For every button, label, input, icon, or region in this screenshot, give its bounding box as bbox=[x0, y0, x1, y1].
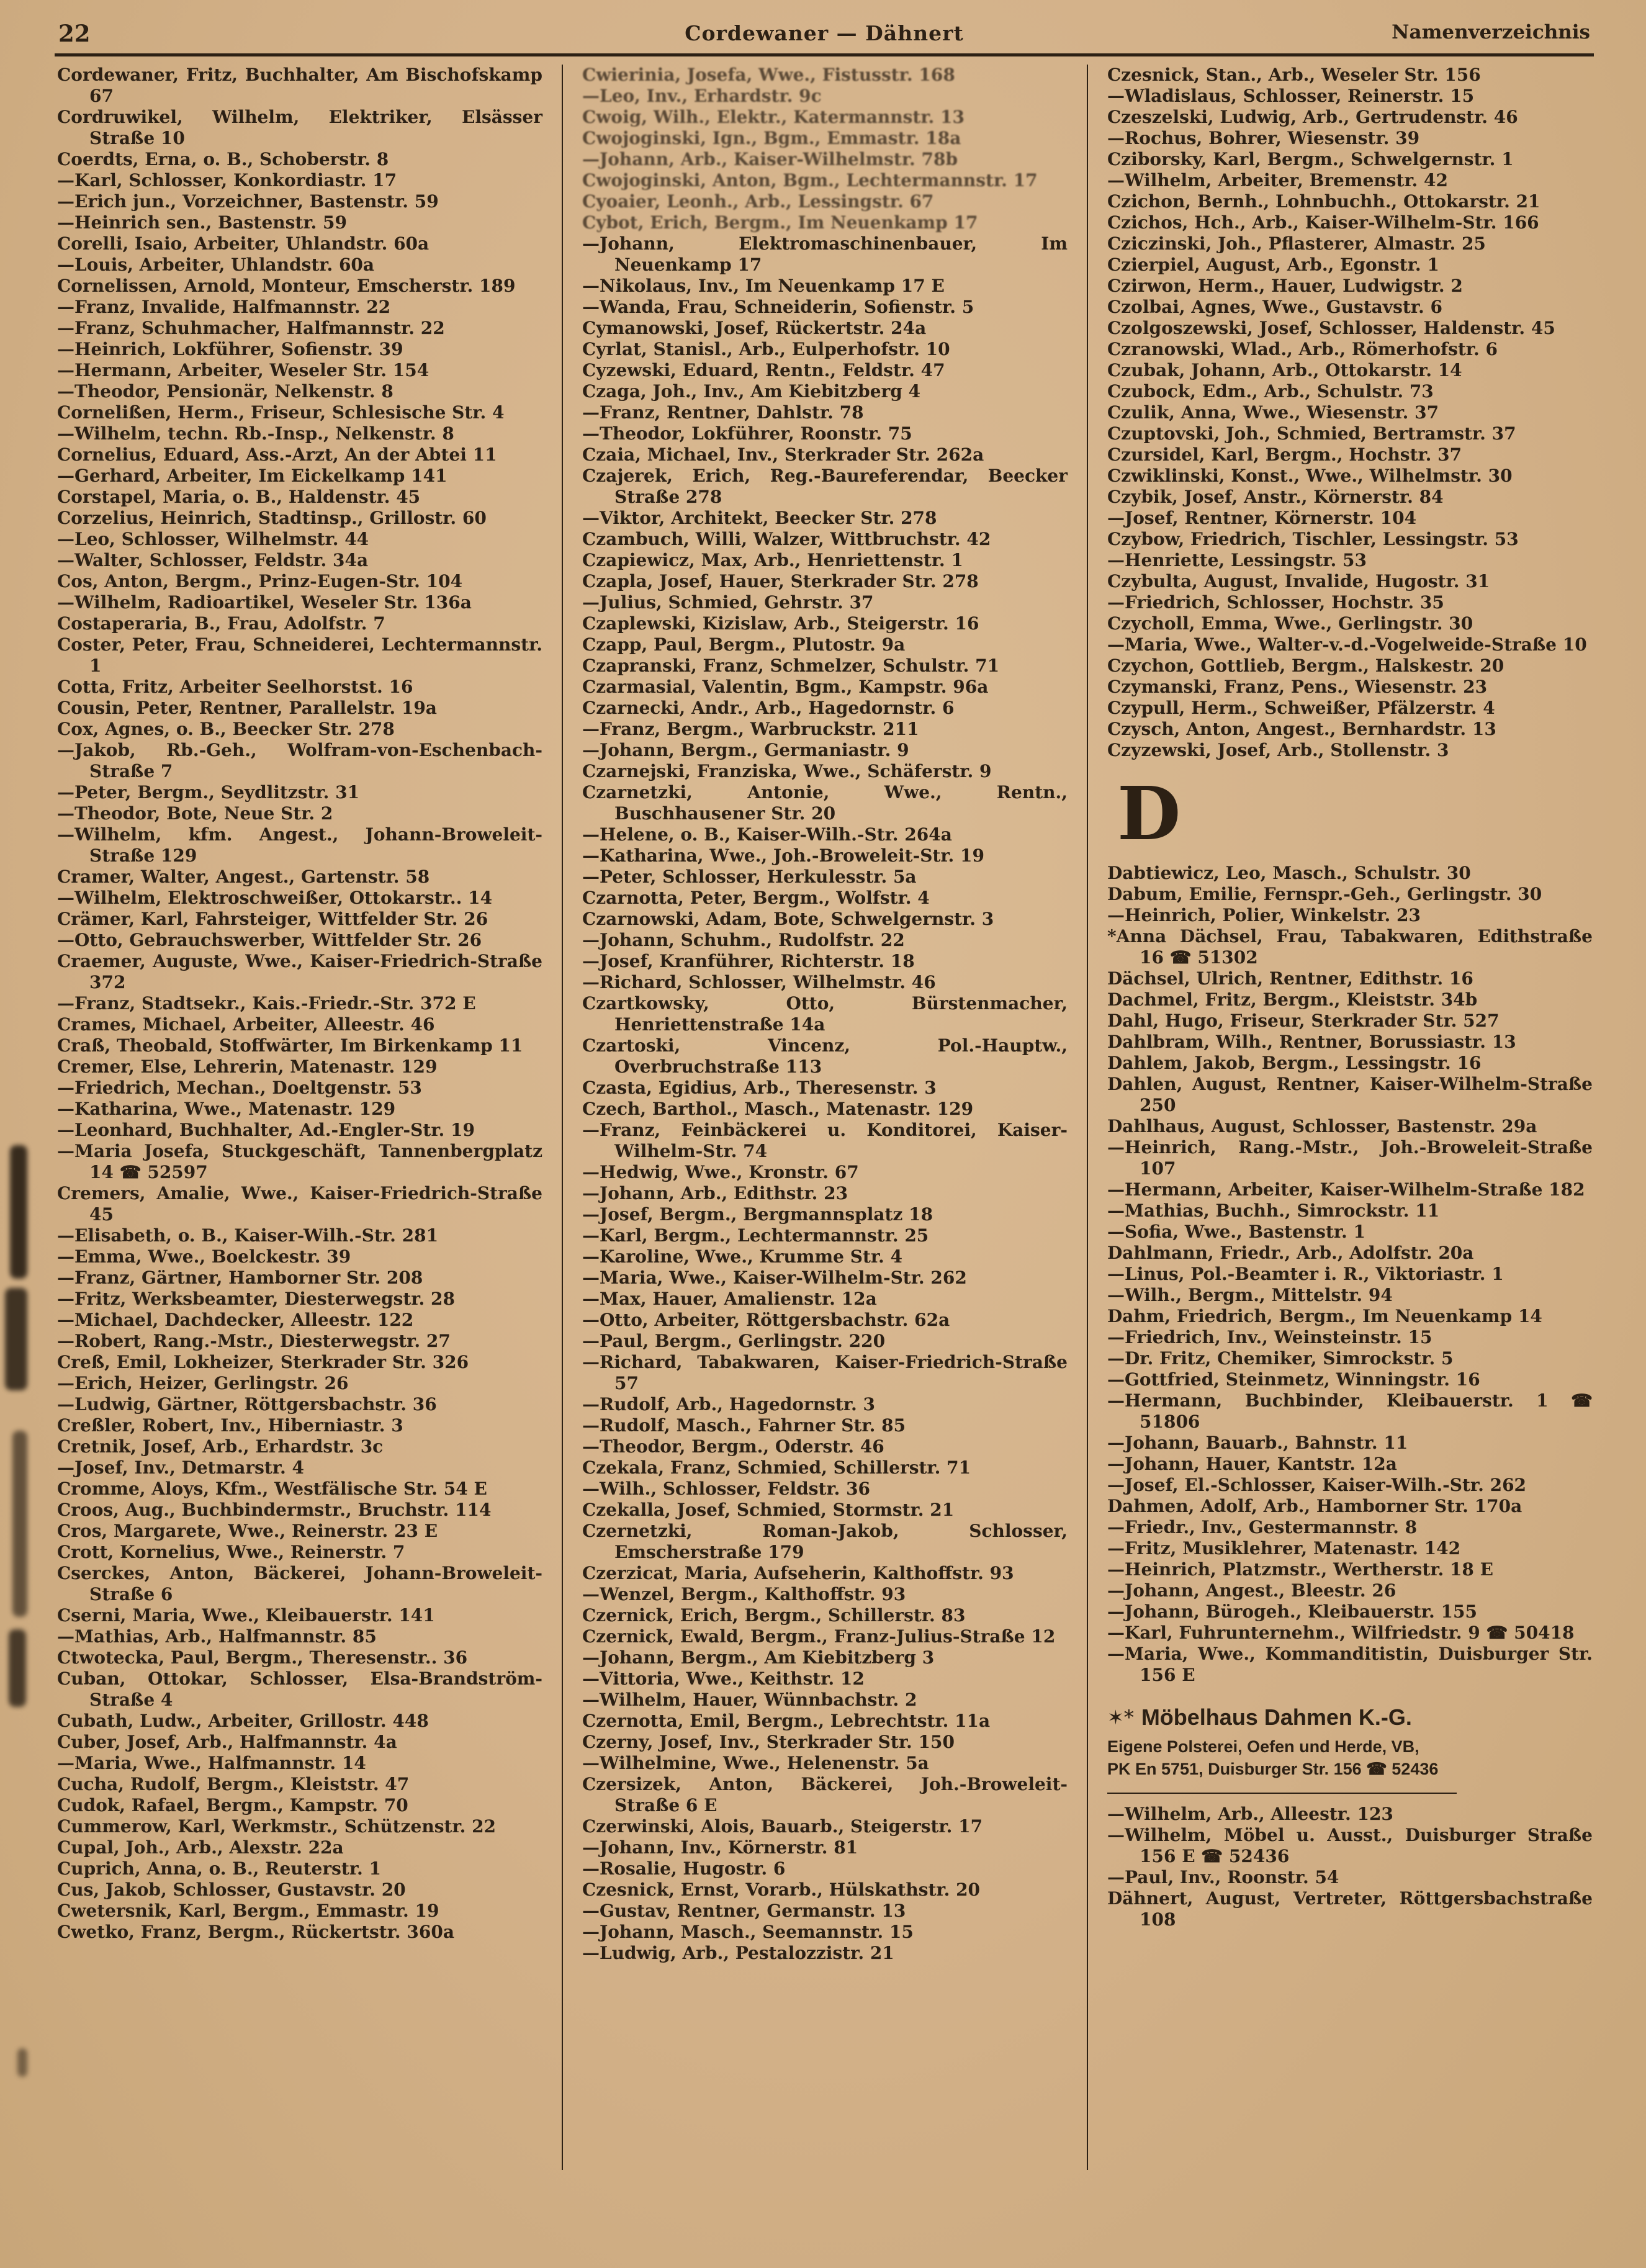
directory-entry: Czaga, Joh., Inv., Am Kiebitzberg 4 bbox=[582, 381, 921, 402]
directory-entry: —Leo, Inv., Erhardstr. 9c bbox=[582, 86, 822, 106]
ad-line-1: Eigene Polsterei, Oefen und Herde, VB, bbox=[1107, 1737, 1419, 1756]
directory-entry: Czaplewski, Kizislaw, Arb., Steigerstr. 16 bbox=[582, 613, 979, 634]
directory-entry: Corstapel, Maria, o. B., Haldenstr. 45 bbox=[57, 487, 421, 507]
directory-entry: Cros, Margarete, Wwe., Reinerstr. 23 E bbox=[57, 1521, 438, 1541]
scan-smudge bbox=[12, 1431, 27, 1617]
directory-entry: Czwiklinski, Konst., Wwe., Wilhelmstr. 30 bbox=[1107, 466, 1513, 486]
col3-entries-before-d bbox=[1107, 65, 1593, 761]
directory-entry: Corelli, Isaio, Arbeiter, Uhlandstr. 60a bbox=[57, 233, 429, 254]
directory-entry: Czulik, Anna, Wwe., Wiesenstr. 37 bbox=[1107, 402, 1439, 423]
directory-entry: Cupal, Joh., Arb., Alexstr. 22a bbox=[57, 1837, 344, 1858]
directory-entry: —Mathias, Buchh., Simrockstr. 11 bbox=[1107, 1200, 1440, 1221]
directory-entry: —Robert, Rang.-Mstr., Diesterwegstr. 27 bbox=[57, 1331, 451, 1351]
directory-entry: Czajerek, Erich, Reg.-Baureferendar, Beecker Straße 278 bbox=[582, 466, 1068, 507]
directory-entry: Cordewaner, Fritz, Buchhalter, Am Bischofskamp 67 bbox=[57, 65, 542, 106]
directory-entry: Czysch, Anton, Angest., Bernhardstr. 13 bbox=[1107, 719, 1496, 739]
moebelhaus-logo-icon: ✶* bbox=[1107, 1706, 1134, 1729]
directory-entry: —Erich, Heizer, Gerlingstr. 26 bbox=[57, 1373, 349, 1393]
directory-entry: Cwoig, Wilh., Elektr., Katermannstr. 13 bbox=[582, 107, 965, 127]
directory-entry: Ctwotecka, Paul, Bergm., Theresenstr.. 36 bbox=[57, 1647, 468, 1668]
directory-entry: —Wanda, Frau, Schneiderin, Sofienstr. 5 bbox=[582, 297, 974, 317]
directory-entry: —Johann, Angest., Bleestr. 26 bbox=[1107, 1580, 1396, 1601]
directory-entry: —Hermann, Arbeiter, Kaiser-Wilhelm-Straße 182 bbox=[1107, 1179, 1585, 1200]
directory-entry: —Hedwig, Wwe., Kronstr. 67 bbox=[582, 1162, 859, 1182]
directory-entry: Cziczinski, Joh., Pflasterer, Almastr. 25 bbox=[1107, 233, 1486, 254]
directory-entry: Cybot, Erich, Bergm., Im Neuenkamp 17 bbox=[582, 212, 978, 233]
column-1 bbox=[57, 65, 542, 2227]
directory-entry: Cramer, Walter, Angest., Gartenstr. 58 bbox=[57, 866, 430, 887]
directory-entry: Cyzewski, Eduard, Rentn., Feldstr. 47 bbox=[582, 360, 945, 380]
directory-entry: Coster, Peter, Frau, Schneiderei, Lechtermannstr. 1 bbox=[57, 634, 542, 676]
directory-entry: Dahlem, Jakob, Bergm., Lessingstr. 16 bbox=[1107, 1053, 1482, 1073]
directory-entry: Czarnowski, Adam, Bote, Schwelgernstr. 3 bbox=[582, 909, 994, 929]
ad-divider-rule bbox=[1107, 1793, 1457, 1794]
directory-entry: —Julius, Schmied, Gehrstr. 37 bbox=[582, 592, 874, 613]
directory-entry: —Vittoria, Wwe., Keithstr. 12 bbox=[582, 1668, 865, 1689]
directory-entry: —Heinrich, Rang.-Mstr., Joh.-Broweleit-Straße 107 bbox=[1107, 1137, 1593, 1179]
directory-entry: Czarnotta, Peter, Bergm., Wolfstr. 4 bbox=[582, 888, 930, 908]
col3-entries-after-d bbox=[1107, 863, 1593, 1686]
directory-entry: —Gustav, Rentner, Germanstr. 13 bbox=[582, 1901, 906, 1921]
directory-entry: —Paul, Bergm., Gerlingstr. 220 bbox=[582, 1331, 886, 1351]
directory-entry: —Theodor, Pensionär, Nelkenstr. 8 bbox=[57, 381, 394, 402]
directory-entry: Cyrlat, Stanisl., Arb., Eulperhofstr. 10 bbox=[582, 339, 950, 359]
directory-entry: —Johann, Arb., Kaiser-Wilhelmstr. 78b bbox=[582, 149, 958, 169]
ad-title-row bbox=[1107, 1704, 1593, 1730]
directory-entry: Cwierinia, Josefa, Wwe., Fistusstr. 168 bbox=[582, 65, 955, 85]
directory-entry: Czarnetzki, Antonie, Wwe., Rentn., Buschhausener Str. 20 bbox=[582, 782, 1068, 824]
directory-entry: Czybow, Friedrich, Tischler, Lessingstr. 53 bbox=[1107, 529, 1519, 549]
directory-entry: Dahlhaus, August, Schlosser, Bastenstr. 29a bbox=[1107, 1116, 1537, 1136]
directory-entry: Czapp, Paul, Bergm., Plutostr. 9a bbox=[582, 634, 906, 655]
directory-entry: Cretnik, Josef, Arb., Erhardstr. 3c bbox=[57, 1436, 384, 1457]
directory-entry: —Josef, Inv., Detmarstr. 4 bbox=[57, 1457, 304, 1478]
directory-entry: Czernick, Ewald, Bergm., Franz-Julius-Straße 12 bbox=[582, 1626, 1056, 1647]
directory-entry: —Leo, Schlosser, Wilhelmstr. 44 bbox=[57, 529, 369, 549]
directory-entry: Czernick, Erich, Bergm., Schillerstr. 83 bbox=[582, 1605, 966, 1626]
page-number: 22 bbox=[58, 20, 91, 47]
directory-entry: —Friedrich, Mechan., Doeltgenstr. 53 bbox=[57, 1078, 422, 1098]
directory-entry: Czychon, Gottlieb, Bergm., Halskestr. 20 bbox=[1107, 655, 1504, 676]
directory-entry: —Josef, El.-Schlosser, Kaiser-Wilh.-Str. 262 bbox=[1107, 1475, 1527, 1495]
directory-entry: —Jakob, Rb.-Geh., Wolfram-von-Eschenbach-Straße 7 bbox=[57, 740, 542, 781]
directory-entry: —Karl, Bergm., Lechtermannstr. 25 bbox=[582, 1225, 929, 1246]
directory-entry: Cornelius, Eduard, Ass.-Arzt, An der Abtei 11 bbox=[57, 444, 497, 465]
directory-entry: —Theodor, Bote, Neue Str. 2 bbox=[57, 803, 333, 824]
directory-entry: —Wenzel, Bergm., Kalthoffstr. 93 bbox=[582, 1584, 906, 1604]
directory-entry: Czycholl, Emma, Wwe., Gerlingstr. 30 bbox=[1107, 613, 1473, 634]
directory-entry: —Fritz, Musiklehrer, Matenastr. 142 bbox=[1107, 1538, 1461, 1559]
directory-entry: —Peter, Bergm., Seydlitzstr. 31 bbox=[57, 782, 360, 803]
directory-entry: Creßler, Robert, Inv., Hiberniastr. 3 bbox=[57, 1415, 403, 1436]
directory-entry: Dachmel, Fritz, Bergm., Kleiststr. 34b bbox=[1107, 989, 1478, 1010]
directory-entry: Cwojoginski, Ign., Bgm., Emmastr. 18a bbox=[582, 128, 961, 148]
directory-entry: Czapranski, Franz, Schmelzer, Schulstr. 71 bbox=[582, 655, 1000, 676]
directory-entry: —Franz, Stadtsekr., Kais.-Friedr.-Str. 372 E bbox=[57, 993, 476, 1014]
directory-entry: Cromme, Aloys, Kfm., Westfälische Str. 54 E bbox=[57, 1478, 487, 1499]
column-3 bbox=[1107, 65, 1593, 2227]
directory-entry: Czubock, Edm., Arb., Schulstr. 73 bbox=[1107, 381, 1434, 402]
directory-entry: —Josef, Bergm., Bergmannsplatz 18 bbox=[582, 1204, 933, 1225]
directory-entry: —Johann, Bauarb., Bahnstr. 11 bbox=[1107, 1433, 1408, 1453]
directory-entry: —Rudolf, Arb., Hagedornstr. 3 bbox=[582, 1394, 875, 1415]
directory-entry: Dahmen, Adolf, Arb., Hamborner Str. 170a bbox=[1107, 1496, 1522, 1516]
directory-entry: Dahlmann, Friedr., Arb., Adolfstr. 20a bbox=[1107, 1243, 1474, 1263]
directory-entry: —Wilhelm, Arbeiter, Bremenstr. 42 bbox=[1107, 170, 1448, 191]
directory-entry: —Heinrich sen., Bastenstr. 59 bbox=[57, 212, 348, 233]
page-header bbox=[58, 16, 1590, 48]
directory-entry: —Peter, Schlosser, Herkulesstr. 5a bbox=[582, 866, 917, 887]
directory-entry: —Theodor, Lokführer, Roonstr. 75 bbox=[582, 423, 912, 444]
directory-entry: —Maria, Wwe., Halfmannstr. 14 bbox=[57, 1753, 366, 1773]
directory-entry: —Franz, Bergm., Warbruckstr. 211 bbox=[582, 719, 919, 739]
directory-entry: —Hermann, Arbeiter, Weseler Str. 154 bbox=[57, 360, 429, 380]
directory-entry: —Wilhelm, Radioartikel, Weseler Str. 136a bbox=[57, 592, 472, 613]
directory-entry: Czierpiel, August, Arb., Egonstr. 1 bbox=[1107, 254, 1439, 275]
section-label: Namenverzeichnis bbox=[1392, 21, 1590, 43]
page-title: Cordewaner — Dähnert bbox=[685, 21, 964, 45]
directory-entry: Cubath, Ludw., Arbeiter, Grillostr. 448 bbox=[57, 1711, 429, 1731]
directory-entry: —Leonhard, Buchhalter, Ad.-Engler-Str. 19 bbox=[57, 1120, 475, 1140]
directory-entry: —Rudolf, Masch., Fahrner Str. 85 bbox=[582, 1415, 906, 1436]
directory-entry: —Maria, Wwe., Kaiser-Wilhelm-Str. 262 bbox=[582, 1267, 967, 1288]
directory-entry: —Katharina, Wwe., Joh.-Broweleit-Str. 19 bbox=[582, 845, 985, 866]
directory-entry: —Helene, o. B., Kaiser-Wilh.-Str. 264a bbox=[582, 824, 952, 845]
directory-entry: Dahl, Hugo, Friseur, Sterkrader Str. 527 bbox=[1107, 1010, 1500, 1031]
directory-entry: Crames, Michael, Arbeiter, Alleestr. 46 bbox=[57, 1014, 435, 1035]
directory-entry: —Johann, Inv., Körnerstr. 81 bbox=[582, 1837, 858, 1858]
directory-entry: Costaperaria, B., Frau, Adolfstr. 7 bbox=[57, 613, 385, 634]
directory-entry: Cserckes, Anton, Bäckerei, Johann-Broweleit-Straße 6 bbox=[57, 1563, 542, 1604]
directory-entry: —Erich jun., Vorzeichner, Bastenstr. 59 bbox=[57, 191, 439, 212]
directory-entry: —Dr. Fritz, Chemiker, Simrockstr. 5 bbox=[1107, 1348, 1454, 1369]
directory-entry: —Fritz, Werksbeamter, Diesterwegstr. 28 bbox=[57, 1289, 455, 1309]
directory-entry: —Johann, Elektromaschinenbauer, Im Neuenkamp 17 bbox=[582, 233, 1068, 275]
column-divider-2 bbox=[1087, 65, 1088, 2170]
directory-entry: —Johann, Bürogeh., Kleibauerstr. 155 bbox=[1107, 1601, 1477, 1622]
directory-entry: Czerwinski, Alois, Bauarb., Steigerstr. 17 bbox=[582, 1816, 983, 1837]
directory-entry: —Friedrich, Inv., Weinsteinstr. 15 bbox=[1107, 1327, 1432, 1348]
columns-container bbox=[57, 65, 1593, 2227]
directory-entry: —Heinrich, Platzmstr., Wertherstr. 18 E bbox=[1107, 1559, 1493, 1580]
directory-entry: *Anna Dächsel, Frau, Tabakwaren, Edithstraße 16 ☎ 51302 bbox=[1107, 926, 1593, 968]
directory-entry: Cornelißen, Herm., Friseur, Schlesische Str. 4 bbox=[57, 402, 505, 423]
directory-entry: —Friedrich, Schlosser, Hochstr. 35 bbox=[1107, 592, 1444, 613]
scan-smudge bbox=[17, 2048, 27, 2077]
directory-entry: —Johann, Schuhm., Rudolfstr. 22 bbox=[582, 930, 905, 950]
directory-entry: Crott, Kornelius, Wwe., Reinerstr. 7 bbox=[57, 1542, 405, 1562]
directory-entry: —Wilhelmine, Wwe., Helenenstr. 5a bbox=[582, 1753, 929, 1773]
directory-entry: —Franz, Gärtner, Hamborner Str. 208 bbox=[57, 1267, 423, 1288]
scan-smudge bbox=[9, 1629, 26, 1707]
directory-entry: Cotta, Fritz, Arbeiter Seelhorstst. 16 bbox=[57, 677, 413, 697]
directory-entry: Czymanski, Franz, Pens., Wiesenstr. 23 bbox=[1107, 677, 1488, 697]
directory-entry: Crämer, Karl, Fahrsteiger, Wittfelder Str. 26 bbox=[57, 909, 488, 929]
directory-entry: —Wilhelm, Hauer, Wünnbachstr. 2 bbox=[582, 1690, 917, 1710]
directory-entry: Cox, Agnes, o. B., Beecker Str. 278 bbox=[57, 719, 395, 739]
directory-entry: Czekalla, Josef, Schmied, Stormstr. 21 bbox=[582, 1500, 955, 1520]
directory-entry: —Karl, Schlosser, Konkordiastr. 17 bbox=[57, 170, 397, 191]
directory-entry: Dähnert, August, Vertreter, Röttgersbachstraße 108 bbox=[1107, 1888, 1593, 1930]
directory-entry: Cummerow, Karl, Werkmstr., Schützenstr. 22 bbox=[57, 1816, 497, 1837]
directory-entry: —Walter, Schlosser, Feldstr. 34a bbox=[57, 550, 369, 570]
directory-entry: —Maria, Wwe., Kommanditistin, Duisburger Str. 156 E bbox=[1107, 1644, 1593, 1685]
directory-entry: Coerdts, Erna, o. B., Schoberstr. 8 bbox=[57, 149, 389, 169]
directory-entry: Czartoski, Vincenz, Pol.-Hauptw., Overbruchstraße 113 bbox=[582, 1035, 1068, 1077]
directory-entry: —Franz, Feinbäckerei u. Konditorei, Kaiser-Wilhelm-Str. 74 bbox=[582, 1120, 1068, 1161]
directory-entry: —Franz, Schuhmacher, Halfmannstr. 22 bbox=[57, 318, 445, 338]
directory-entry: —Johann, Bergm., Germaniastr. 9 bbox=[582, 740, 909, 760]
directory-entry: Cucha, Rudolf, Bergm., Kleiststr. 47 bbox=[57, 1774, 410, 1794]
directory-entry: Czambuch, Willi, Walzer, Wittbruchstr. 42 bbox=[582, 529, 991, 549]
directory-entry: Czursidel, Karl, Bergm., Hochstr. 37 bbox=[1107, 444, 1462, 465]
directory-entry: Dabum, Emilie, Fernspr.-Geh., Gerlingstr. 30 bbox=[1107, 884, 1542, 904]
directory-entry: Czartkowsky, Otto, Bürstenmacher, Henriettenstraße 14a bbox=[582, 993, 1068, 1035]
directory-entry: Czapla, Josef, Hauer, Sterkrader Str. 278 bbox=[582, 571, 979, 592]
directory-entry: Czesnick, Stan., Arb., Weseler Str. 156 bbox=[1107, 65, 1481, 85]
directory-entry: Czernotta, Emil, Bergm., Lebrechtstr. 11a bbox=[582, 1711, 991, 1731]
directory-entry: —Otto, Arbeiter, Röttgersbachstr. 62a bbox=[582, 1310, 950, 1330]
ad-title: Möbelhaus Dahmen K.-G. bbox=[1141, 1704, 1412, 1730]
directory-entry: —Richard, Schlosser, Wilhelmstr. 46 bbox=[582, 972, 936, 992]
directory-entry: Cziborsky, Karl, Bergm., Schwelgernstr. 1 bbox=[1107, 149, 1514, 169]
directory-entry: Czapiewicz, Max, Arb., Henriettenstr. 1 bbox=[582, 550, 963, 570]
directory-entry: Czyzewski, Josef, Arb., Stollenstr. 3 bbox=[1107, 740, 1449, 760]
directory-entry: —Franz, Rentner, Dahlstr. 78 bbox=[582, 402, 864, 423]
directory-entry: Czranowski, Wlad., Arb., Römerhofstr. 6 bbox=[1107, 339, 1498, 359]
directory-entry: Czirwon, Herm., Hauer, Ludwigstr. 2 bbox=[1107, 276, 1463, 296]
directory-entry: Craemer, Auguste, Wwe., Kaiser-Friedrich-Straße 372 bbox=[57, 951, 542, 992]
directory-entry: —Heinrich, Polier, Winkelstr. 23 bbox=[1107, 905, 1421, 925]
directory-entry: Dahm, Friedrich, Bergm., Im Neuenkamp 14 bbox=[1107, 1306, 1542, 1326]
directory-entry: —Emma, Wwe., Boelckestr. 39 bbox=[57, 1246, 351, 1267]
directory-entry: —Otto, Gebrauchswerber, Wittfelder Str. 26 bbox=[57, 930, 482, 950]
directory-entry: —Wilhelm, kfm. Angest., Johann-Broweleit-Straße 129 bbox=[57, 824, 542, 866]
directory-entry: Dahlbram, Wilh., Rentner, Borussiastr. 13 bbox=[1107, 1032, 1516, 1052]
scan-smudge bbox=[10, 1145, 27, 1279]
directory-entry: —Michael, Dachdecker, Alleestr. 122 bbox=[57, 1310, 414, 1330]
directory-entry: Czichon, Bernh., Lohnbuchh., Ottokarstr. 21 bbox=[1107, 191, 1540, 212]
directory-entry: Cwetko, Franz, Bergm., Rückertstr. 360a bbox=[57, 1922, 454, 1942]
directory-entry: Czichos, Hch., Arb., Kaiser-Wilhelm-Str. 166 bbox=[1107, 212, 1539, 233]
directory-entry: Creß, Emil, Lokheizer, Sterkrader Str. 326 bbox=[57, 1352, 469, 1372]
directory-entry: —Wilhelm, Möbel u. Ausst., Duisburger Straße 156 E ☎ 52436 bbox=[1107, 1825, 1593, 1866]
directory-entry: —Katharina, Wwe., Matenastr. 129 bbox=[57, 1099, 396, 1119]
directory-entry: —Karoline, Wwe., Krumme Str. 4 bbox=[582, 1246, 903, 1267]
directory-entry: —Rochus, Bohrer, Wiesenstr. 39 bbox=[1107, 128, 1420, 148]
directory-entry: Czech, Barthol., Masch., Matenastr. 129 bbox=[582, 1099, 974, 1119]
scan-smudge bbox=[5, 1288, 27, 1390]
directory-entry: —Wilh., Bergm., Mittelstr. 94 bbox=[1107, 1285, 1393, 1305]
directory-entry: Czekala, Franz, Schmied, Schillerstr. 71 bbox=[582, 1457, 971, 1478]
directory-entry: —Wladislaus, Schlosser, Reinerstr. 15 bbox=[1107, 86, 1475, 106]
directory-entry: —Louis, Arbeiter, Uhlandstr. 60a bbox=[57, 254, 375, 275]
directory-entry: —Johann, Bergm., Am Kiebitzberg 3 bbox=[582, 1647, 935, 1668]
directory-entry: Cwojoginski, Anton, Bgm., Lechtermannstr. 17 bbox=[582, 170, 1038, 191]
col3-entries-after-ad bbox=[1107, 1804, 1593, 1930]
directory-entry: —Gottfried, Steinmetz, Winningstr. 16 bbox=[1107, 1369, 1480, 1390]
directory-entry: Czolgoszewski, Josef, Schlosser, Haldenstr. 45 bbox=[1107, 318, 1555, 338]
directory-entry: —Max, Hauer, Amalienstr. 12a bbox=[582, 1289, 877, 1309]
directory-entry: Cousin, Peter, Rentner, Parallelstr. 19a bbox=[57, 698, 437, 718]
ad-line-2: PK En 5751, Duisburger Str. 156 ☎ 52436 bbox=[1107, 1760, 1439, 1778]
directory-entry: Corzelius, Heinrich, Stadtinsp., Grillostr. 60 bbox=[57, 508, 487, 528]
directory-entry: —Viktor, Architekt, Beecker Str. 278 bbox=[582, 508, 937, 528]
directory-entry: Croos, Aug., Buchbindermstr., Bruchstr. 114 bbox=[57, 1500, 492, 1520]
directory-entry: —Ludwig, Gärtner, Röttgersbachstr. 36 bbox=[57, 1394, 437, 1415]
column-2 bbox=[582, 65, 1068, 2227]
directory-entry: —Elisabeth, o. B., Kaiser-Wilh.-Str. 281 bbox=[57, 1225, 439, 1246]
directory-entry: Cyoaier, Leonh., Arb., Lessingstr. 67 bbox=[582, 191, 934, 212]
directory-entry: Czybik, Josef, Anstr., Körnerstr. 84 bbox=[1107, 487, 1444, 507]
directory-entry: Czarmasial, Valentin, Bgm., Kampstr. 96a bbox=[582, 677, 989, 697]
directory-entry: —Wilh., Schlosser, Feldstr. 36 bbox=[582, 1478, 871, 1499]
directory-entry: Dabtiewicz, Leo, Masch., Schulstr. 30 bbox=[1107, 863, 1471, 883]
header-rule bbox=[55, 53, 1594, 56]
directory-entry: Czernetzki, Roman-Jakob, Schlosser, Emscherstraße 179 bbox=[582, 1521, 1068, 1562]
directory-entry: —Ludwig, Arb., Pestalozzistr. 21 bbox=[582, 1943, 894, 1963]
directory-entry: —Wilhelm, techn. Rb.-Insp., Nelkenstr. 8 bbox=[57, 423, 454, 444]
directory-entry: Cserni, Maria, Wwe., Kleibauerstr. 141 bbox=[57, 1605, 435, 1626]
directory-entry: Czarnejski, Franziska, Wwe., Schäferstr. 9 bbox=[582, 761, 992, 781]
directory-entry: —Linus, Pol.-Beamter i. R., Viktoriastr. 1 bbox=[1107, 1264, 1504, 1284]
directory-entry: Cuber, Josef, Arb., Halfmannstr. 4a bbox=[57, 1732, 397, 1752]
directory-entry: Czasta, Egidius, Arb., Theresenstr. 3 bbox=[582, 1078, 937, 1098]
directory-entry: Czersizek, Anton, Bäckerei, Joh.-Broweleit-Straße 6 E bbox=[582, 1774, 1068, 1816]
directory-entry: Czesnick, Ernst, Vorarb., Hülskathstr. 20 bbox=[582, 1879, 981, 1900]
directory-entry: —Johann, Arb., Edithstr. 23 bbox=[582, 1183, 848, 1204]
directory-entry: —Johann, Masch., Seemannstr. 15 bbox=[582, 1922, 914, 1942]
directory-entry: —Sofia, Wwe., Bastenstr. 1 bbox=[1107, 1222, 1366, 1242]
directory-entry: —Franz, Invalide, Halfmannstr. 22 bbox=[57, 297, 391, 317]
directory-entry: Dächsel, Ulrich, Rentner, Edithstr. 16 bbox=[1107, 968, 1473, 989]
directory-entry: Cornelissen, Arnold, Monteur, Emscherstr. 189 bbox=[57, 276, 516, 296]
directory-entry: Cus, Jakob, Schlosser, Gustavstr. 20 bbox=[57, 1879, 406, 1900]
directory-entry: —Wilhelm, Arb., Alleestr. 123 bbox=[1107, 1804, 1393, 1824]
directory-entry: Czolbai, Agnes, Wwe., Gustavstr. 6 bbox=[1107, 297, 1442, 317]
directory-entry: Czybulta, August, Invalide, Hugostr. 31 bbox=[1107, 571, 1490, 592]
directory-entry: —Heinrich, Lokführer, Sofienstr. 39 bbox=[57, 339, 403, 359]
directory-entry: —Henriette, Lessingstr. 53 bbox=[1107, 550, 1367, 570]
directory-entry: —Josef, Rentner, Körnerstr. 104 bbox=[1107, 508, 1417, 528]
directory-entry: Czypull, Herm., Schweißer, Pfälzerstr. 4 bbox=[1107, 698, 1495, 718]
directory-entry: —Theodor, Bergm., Oderstr. 46 bbox=[582, 1436, 884, 1457]
directory-entry: —Paul, Inv., Roonstr. 54 bbox=[1107, 1867, 1339, 1888]
directory-entry: —Hermann, Buchbinder, Kleibauerstr. 1 ☎ 51806 bbox=[1107, 1390, 1593, 1432]
directory-entry: —Karl, Fuhrunternehm., Wilfriedstr. 9 ☎ 50418 bbox=[1107, 1622, 1575, 1643]
directory-entry: Craß, Theobald, Stoffwärter, Im Birkenkamp 11 bbox=[57, 1035, 523, 1056]
directory-entry: —Wilhelm, Elektroschweißer, Ottokarstr.. 14 bbox=[57, 888, 493, 908]
directory-entry: Dahlen, August, Rentner, Kaiser-Wilhelm-Straße 250 bbox=[1107, 1074, 1593, 1115]
directory-entry: —Josef, Kranführer, Richterstr. 18 bbox=[582, 951, 915, 971]
directory-entry: Czerzicat, Maria, Aufseherin, Kalthoffstr. 93 bbox=[582, 1563, 1014, 1583]
directory-entry: —Friedr., Inv., Gestermannstr. 8 bbox=[1107, 1517, 1418, 1537]
column-divider-1 bbox=[562, 65, 563, 2170]
directory-entry: Cuprich, Anna, o. B., Reuterstr. 1 bbox=[57, 1858, 381, 1879]
directory-entry: Czeszelski, Ludwig, Arb., Gertrudenstr. 46 bbox=[1107, 107, 1518, 127]
directory-entry: —Rosalie, Hugostr. 6 bbox=[582, 1858, 786, 1879]
directory-entry: Cymanowski, Josef, Rückertstr. 24a bbox=[582, 318, 927, 338]
directory-entry: Cudok, Rafael, Bergm., Kampstr. 70 bbox=[57, 1795, 408, 1816]
directory-entry: Czaia, Michael, Inv., Sterkrader Str. 262a bbox=[582, 444, 984, 465]
directory-entry: —Johann, Hauer, Kantstr. 12a bbox=[1107, 1454, 1397, 1474]
directory-entry: —Gerhard, Arbeiter, Im Eickelkamp 141 bbox=[57, 466, 447, 486]
directory-entry: Cremer, Else, Lehrerin, Matenastr. 129 bbox=[57, 1056, 438, 1077]
directory-entry: Cremers, Amalie, Wwe., Kaiser-Friedrich-Straße 45 bbox=[57, 1183, 542, 1225]
directory-entry: Cwetersnik, Karl, Bergm., Emmastr. 19 bbox=[57, 1901, 439, 1921]
directory-entry: —Richard, Tabakwaren, Kaiser-Friedrich-Straße 57 bbox=[582, 1352, 1068, 1393]
directory-entry: Czarnecki, Andr., Arb., Hagedornstr. 6 bbox=[582, 698, 955, 718]
directory-entry: Cordruwikel, Wilhelm, Elektriker, Elsässer Straße 10 bbox=[57, 107, 542, 148]
directory-entry: Czerny, Josef, Inv., Sterkrader Str. 150 bbox=[582, 1732, 955, 1752]
directory-entry: —Nikolaus, Inv., Im Neuenkamp 17 E bbox=[582, 276, 945, 296]
directory-entry: —Maria, Wwe., Walter-v.-d.-Vogelweide-Straße 10 bbox=[1107, 634, 1587, 655]
directory-entry: —Mathias, Arb., Halfmannstr. 85 bbox=[57, 1626, 377, 1647]
directory-entry: Czubak, Johann, Arb., Ottokarstr. 14 bbox=[1107, 360, 1462, 380]
directory-entry: —Maria Josefa, Stuckgeschäft, Tannenbergplatz 14 ☎ 52597 bbox=[57, 1141, 542, 1182]
moebelhaus-dahmen-ad bbox=[1107, 1704, 1593, 1780]
directory-entry: Czuptovski, Joh., Schmied, Bertramstr. 37 bbox=[1107, 423, 1516, 444]
directory-entry: Cos, Anton, Bergm., Prinz-Eugen-Str. 104 bbox=[57, 571, 463, 592]
section-letter-d: D bbox=[1117, 770, 1181, 857]
directory-entry: Cuban, Ottokar, Schlosser, Elsa-Brandström-Straße 4 bbox=[57, 1668, 542, 1710]
